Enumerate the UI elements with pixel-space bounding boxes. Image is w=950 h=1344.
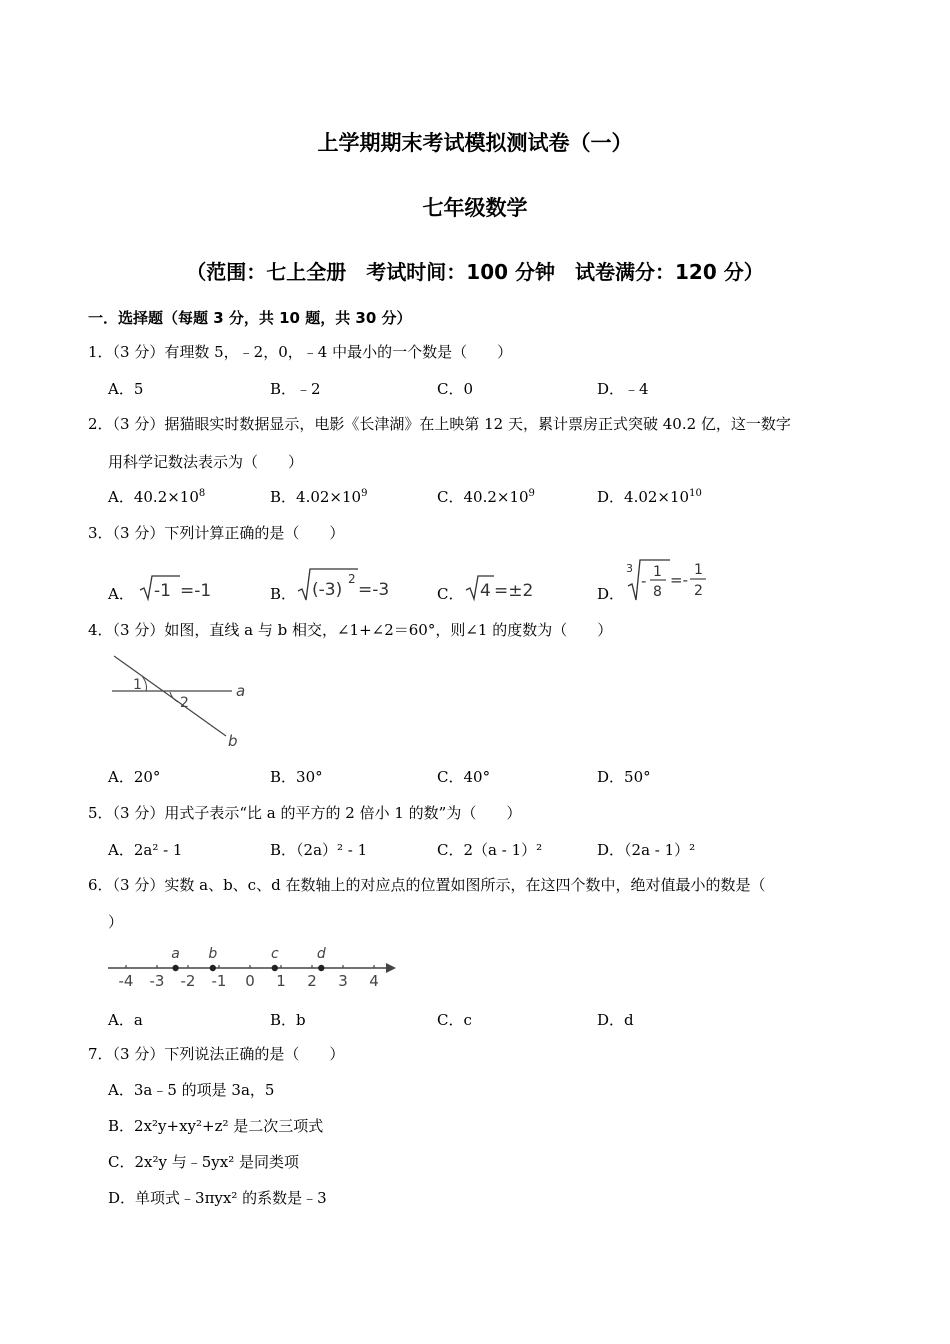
- q4-option-d: D．50°: [597, 768, 651, 786]
- question-6-stem-line2: ）: [108, 913, 124, 931]
- q5-option-c: C．2（a - 1）²: [437, 841, 543, 859]
- q3-d-numerator: 1: [653, 564, 662, 580]
- line-b: [114, 656, 226, 736]
- question-7-stem: 7．（3 分）下列说法正确的是（ ）: [88, 1045, 345, 1063]
- number-line-tick-label: -2: [180, 972, 196, 990]
- section-heading: 一．选择题（每题 3 分，共 10 题，共 30 分）: [88, 309, 412, 327]
- q3-d-rhs-denominator: 2: [694, 583, 703, 599]
- question-2-stem-line2: 用科学记数法表示为（ ）: [108, 453, 304, 471]
- q4-intersecting-lines-figure: [108, 652, 258, 752]
- q3-option-d-expression: [624, 556, 724, 606]
- number-line-point-b: [210, 965, 216, 971]
- q3-option-c-expression: [464, 572, 544, 602]
- q3-c-rhs: =±2: [494, 581, 534, 601]
- angle-2-label: 2: [180, 695, 189, 711]
- q3-c-radicand: 4: [480, 581, 491, 601]
- line-b-label: b: [228, 732, 238, 750]
- q5-option-d: D．（2a - 1）²: [597, 841, 696, 859]
- q3-a-radicand: -1: [154, 581, 171, 601]
- number-line-tick-label: 0: [245, 972, 255, 990]
- q1-option-a: A．5: [108, 380, 144, 398]
- number-line-tick-label: 2: [307, 972, 317, 990]
- exam-title: 上学期期末考试模拟测试卷（一）: [317, 131, 633, 155]
- question-5-stem: 5．（3 分）用式子表示“比 a 的平方的 2 倍小 1 的数”为（ ）: [88, 804, 522, 822]
- q5-option-a: A．2a² - 1: [108, 841, 183, 859]
- line-a-label: a: [236, 682, 246, 700]
- q4-option-b: B．30°: [270, 768, 323, 786]
- q1-option-b: B．﹣2: [270, 380, 321, 398]
- q2-option-c: C．$40.2\times 10^9$: [437, 488, 535, 506]
- q7-option-d: D．单项式﹣3πyx² 的系数是﹣3: [108, 1189, 327, 1207]
- q5-option-b: B．（2a）² - 1: [270, 841, 368, 859]
- number-line-point-label-d: d: [316, 946, 326, 962]
- q6-option-d: D．d: [597, 1011, 634, 1029]
- number-line-point-label-a: a: [171, 946, 180, 962]
- number-line-tick-label: -4: [118, 972, 134, 990]
- q2-option-a: A．$40.2\times 10^8$: [108, 488, 206, 506]
- question-2-stem-line1: 2．（3 分）据猫眼实时数据显示，电影《长津湖》在上映第 12 天，累计票房正式突破 40.2 亿，这一数字: [88, 415, 791, 433]
- number-line-tick-label: -1: [211, 972, 227, 990]
- q3-option-d-label: D．: [597, 585, 625, 603]
- q1-option-d: D．﹣4: [597, 380, 649, 398]
- q7-option-b: B．2x²y+xy²+z² 是二次三项式: [108, 1117, 324, 1135]
- number-line-tick-label: -3: [149, 972, 165, 990]
- angle-1-label: 1: [133, 677, 142, 693]
- number-line-point-d: [318, 965, 324, 971]
- q6-option-b: B．b: [270, 1011, 306, 1029]
- q2-option-d: D．$4.02\times 10^{10}$: [597, 488, 702, 506]
- q3-b-radicand: (-3): [312, 580, 343, 600]
- question-6-stem-line1: 6．（3 分）实数 a、b、c、d 在数轴上的对应点的位置如图所示，在这四个数中，绝对值最小的数是（: [88, 876, 766, 894]
- q6-option-a: A．a: [108, 1011, 143, 1029]
- q3-option-a-label: A．: [108, 585, 134, 603]
- number-line-point-label-b: b: [208, 946, 218, 962]
- q3-d-denominator: 8: [653, 584, 662, 600]
- number-line-arrow: [386, 963, 396, 973]
- q7-option-c: C．2x²y 与﹣5yx² 是同类项: [108, 1153, 299, 1171]
- exam-subtitle: 七年级数学: [422, 196, 528, 220]
- q3-option-a-expression: [138, 572, 218, 602]
- number-line-point-c: [272, 965, 278, 971]
- number-line-tick-label: 1: [276, 972, 286, 990]
- q3-b-exponent: 2: [348, 572, 356, 586]
- q4-option-c: C．40°: [437, 768, 491, 786]
- q3-a-rhs: =-1: [180, 581, 212, 601]
- exam-scope: （范围：七上全册 考试时间：100 分钟 试卷满分：120 分）: [186, 260, 764, 284]
- q3-option-c-label: C．: [437, 585, 464, 603]
- q3-d-index: 3: [626, 562, 633, 575]
- number-line-point-label-c: c: [270, 946, 279, 962]
- q3-option-b-expression: [296, 565, 406, 603]
- q6-number-line-figure: [104, 940, 404, 996]
- number-line-tick-label: 3: [338, 972, 348, 990]
- q4-option-a: A．20°: [108, 768, 161, 786]
- q6-option-c: C．c: [437, 1011, 472, 1029]
- q3-d-rhs-sign: =-: [670, 571, 688, 589]
- number-line-tick-label: 4: [369, 972, 379, 990]
- question-1-stem: 1．（3 分）有理数 5，﹣2，0，﹣4 中最小的一个数是（ ）: [88, 343, 513, 361]
- q3-b-rhs: =-3: [358, 580, 390, 600]
- q7-option-a: A．3a﹣5 的项是 3a，5: [108, 1081, 275, 1099]
- number-line-point-a: [172, 965, 178, 971]
- question-3-stem: 3．（3 分）下列计算正确的是（ ）: [88, 524, 345, 542]
- q1-option-c: C．0: [437, 380, 474, 398]
- q3-option-b-label: B．: [270, 585, 297, 603]
- q3-d-rhs-numerator: 1: [694, 562, 703, 578]
- q2-option-b: B．$4.02\times 10^9$: [270, 488, 368, 506]
- question-4-stem: 4．（3 分）如图，直线 a 与 b 相交，∠1+∠2＝60°，则∠1 的度数为（ ）: [88, 621, 613, 639]
- q3-d-minus: -: [641, 572, 647, 590]
